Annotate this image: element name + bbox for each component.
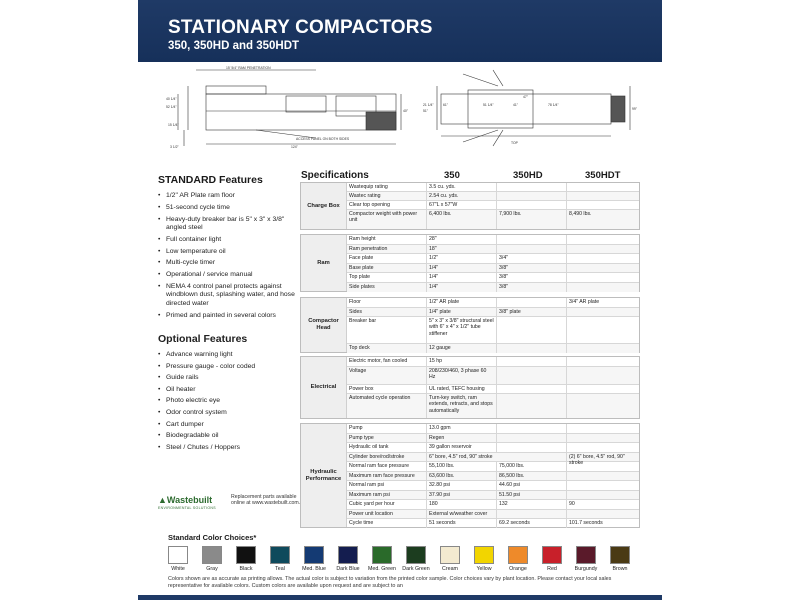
cell: Ram height <box>347 235 427 244</box>
color-swatches <box>168 546 648 574</box>
cell <box>567 443 641 452</box>
list-item: • Pressure gauge - color coded <box>158 363 298 371</box>
cell <box>497 245 567 254</box>
table-row <box>347 308 639 318</box>
list-item: • Photo electric eye <box>158 397 298 405</box>
cell: Maximum ram face pressure <box>347 472 427 481</box>
logo-icon: ▲ <box>158 495 167 505</box>
cell: 132 <box>497 500 567 509</box>
cell: Pump <box>347 424 427 433</box>
cell <box>497 443 567 452</box>
cell: 32.80 psi <box>427 481 497 490</box>
cell: 6,400 lbs. <box>427 210 497 229</box>
cell: 51 seconds <box>427 519 497 528</box>
cell: 63,600 lbs. <box>427 472 497 481</box>
dim-label: 41" <box>513 103 518 107</box>
color-swatch-label: Orange <box>509 566 527 572</box>
cell: 1/4" <box>427 273 497 282</box>
list-item: • Biodegradable oil <box>158 432 298 440</box>
cell <box>567 273 641 282</box>
cell: 7,900 lbs. <box>497 210 567 229</box>
dim-label: 40" <box>403 109 408 113</box>
cell: 86,500 lbs. <box>497 472 567 481</box>
cell: 51.50 psi <box>497 491 567 500</box>
left-margin <box>0 0 138 600</box>
cell: 15 hp <box>427 357 497 366</box>
dim-label: 47" <box>523 95 528 99</box>
dim-label: ACCESS PANEL ON BOTH SIDES <box>296 137 350 141</box>
list-item: • Primed and painted in several colors <box>158 312 298 320</box>
table-row <box>347 245 639 255</box>
cell <box>567 192 641 200</box>
standard-features-title: STANDARD Features <box>158 174 263 186</box>
cell <box>497 192 567 200</box>
cell: 39 gallon reservoir <box>427 443 497 452</box>
cell: Cubic yard per hour <box>347 500 427 509</box>
cell <box>567 394 641 418</box>
color-swatch <box>542 546 562 564</box>
table-row <box>347 283 639 292</box>
cell: 1/2" <box>427 254 497 263</box>
cell: 12 gauge <box>427 344 497 353</box>
color-swatch-label: Brown <box>612 566 628 572</box>
cell <box>567 245 641 254</box>
cell: Floor <box>347 298 427 307</box>
color-choices-title: Standard Color Choices* <box>168 533 257 542</box>
cell: 3/4" AR plate <box>569 299 600 305</box>
cell <box>497 385 567 394</box>
list-item: • Advance warning light <box>158 351 298 359</box>
cell: 3/8" plate <box>497 308 567 317</box>
cell <box>567 434 641 443</box>
cell: 18" <box>427 245 497 254</box>
cell <box>567 385 641 394</box>
color-swatch-label: Teal <box>275 566 285 572</box>
cell: 1/4" <box>427 264 497 273</box>
table-row <box>347 344 639 353</box>
table-row <box>347 235 639 245</box>
dim-label: 15' 5/4" RAM PENETRATION <box>226 66 271 70</box>
cell <box>567 344 641 353</box>
cell <box>497 434 567 443</box>
cell: Turn-key switch, ram extends, retracts, and stops automatically <box>427 394 497 418</box>
table-row <box>347 394 639 418</box>
table-row <box>347 201 639 210</box>
top-view-drawing <box>423 66 648 152</box>
color-disclaimer: Colors shown are as accurate as printing allows. The actual color is subject to variation from the printed color sample. Color choices vary by plant location. Please contact your local sales representative for available colors. Custom colors are available upon request and are subject to an <box>168 576 612 589</box>
cell <box>567 254 641 263</box>
cell: Pump type <box>347 434 427 443</box>
standard-features <box>158 174 298 323</box>
logo-tagline: ENVIRONMENTAL SOLUTIONS <box>158 506 216 510</box>
cell: Cycle time <box>347 519 427 528</box>
dim-label: 40 1/4" <box>166 97 177 101</box>
dim-label: 3 1/2" <box>170 145 179 149</box>
cell <box>497 317 567 343</box>
cell: 180 <box>427 500 497 509</box>
cell <box>567 367 641 384</box>
spec-group-hydraulic <box>300 423 640 528</box>
right-margin <box>662 0 800 600</box>
wastebuilt-logo <box>158 495 212 505</box>
color-swatch <box>338 546 358 564</box>
dim-label: 52 1/4" <box>166 105 177 109</box>
spec-group-compactor-head <box>300 297 640 353</box>
cell: 2.54 cu. yds. <box>427 192 497 200</box>
cell: 55,100 lbs. <box>427 462 497 471</box>
cell: 3/4" <box>497 254 567 263</box>
table-row <box>347 491 639 501</box>
cell <box>567 183 641 191</box>
cell <box>497 201 567 209</box>
table-row <box>347 519 639 528</box>
cell: Top deck <box>347 344 427 353</box>
cell: 3/8" <box>497 273 567 282</box>
color-swatch-label: White <box>171 566 185 572</box>
cell: Normal ram psi <box>347 481 427 490</box>
cell <box>497 235 567 244</box>
table-row <box>347 210 639 229</box>
replacement-parts-note: Replacement parts available online at www.wastebuilt.com. <box>231 494 301 507</box>
group-label: Ram <box>301 235 347 291</box>
color-swatch <box>610 546 630 564</box>
dim-label: TOP <box>511 141 518 145</box>
cell <box>567 264 641 273</box>
side-elevation-svg <box>166 66 416 152</box>
table-row <box>347 462 639 472</box>
color-swatch <box>304 546 324 564</box>
dim-label: 51" <box>423 109 428 113</box>
cell: 28" <box>427 235 497 244</box>
table-row <box>347 367 639 385</box>
cell: 3/8" <box>497 283 567 292</box>
color-swatch <box>270 546 290 564</box>
table-row <box>347 500 639 510</box>
cell <box>567 357 641 366</box>
color-swatch-label: Med. Blue <box>302 566 326 572</box>
color-swatch-label: Cream <box>442 566 458 572</box>
color-swatch-label: Gray <box>206 566 218 572</box>
page-title: STATIONARY COMPACTORS <box>168 17 433 38</box>
cell: Hydraulic oil tank <box>347 443 427 452</box>
cell: 1/2" AR plate <box>427 298 497 307</box>
table-row <box>347 385 639 395</box>
cell <box>567 283 641 292</box>
color-swatch-label: Dark Green <box>402 566 430 572</box>
list-item: • Operational / service manual <box>158 271 298 279</box>
cell: Power unit location <box>347 510 427 519</box>
cell: Cylinder bore/rod/stroke <box>347 453 427 462</box>
optional-features-list <box>158 351 298 452</box>
page-subtitle: 350, 350HD and 350HDT <box>168 40 300 52</box>
cell: Face plate <box>347 254 427 263</box>
col-header-350: 350 <box>444 170 460 181</box>
cell <box>497 298 567 307</box>
cell: Top plate <box>347 273 427 282</box>
list-item: • Multi-cycle timer <box>158 259 298 267</box>
table-row <box>347 298 639 308</box>
list-item: • NEMA 4 control panel protects against windblown dust, splashing water, and hose directed water <box>158 283 298 308</box>
cell: External w/weather cover <box>427 510 497 519</box>
table-row <box>347 481 639 491</box>
color-swatch <box>440 546 460 564</box>
cell: 101.7 seconds <box>569 520 603 526</box>
cell <box>497 367 567 384</box>
table-row <box>347 273 639 283</box>
cell: Compactor weight with power unit <box>347 210 427 229</box>
top-view-svg <box>423 66 648 152</box>
list-item: • Steel / Chutes / Hoppers <box>158 444 298 452</box>
color-swatch-label: Yellow <box>476 566 492 572</box>
cell: Regen <box>427 434 497 443</box>
cell <box>497 510 567 519</box>
cell: 1/4" <box>427 283 497 292</box>
table-row <box>347 424 639 434</box>
logo-name: Wastebuilt <box>166 495 213 505</box>
color-swatch-label: Med. Green <box>368 566 396 572</box>
dim-label: 21 1/4" <box>423 103 434 107</box>
table-row <box>347 183 639 192</box>
cell: (2) 6" bore, 4.5" rod, 90" stroke <box>569 453 625 466</box>
table-row <box>347 510 639 520</box>
cell <box>567 317 641 343</box>
table-row <box>347 264 639 274</box>
cell <box>497 344 567 353</box>
cell: Base plate <box>347 264 427 273</box>
cell: Sides <box>347 308 427 317</box>
list-item: • Guide rails <box>158 374 298 382</box>
color-swatch-label: Burgundy <box>574 566 598 572</box>
cell: 13.0 gpm <box>427 424 497 433</box>
cell: Electric motor, fan cooled <box>347 357 427 366</box>
cell: 8,490 lbs. <box>569 211 592 217</box>
list-item: • Low temperature oil <box>158 248 298 256</box>
dim-label: 99" <box>632 107 637 111</box>
cell: 90 <box>569 501 575 507</box>
cell: 75,000 lbs. <box>497 462 567 471</box>
table-row <box>347 357 639 367</box>
cell <box>567 491 641 500</box>
cell: Wastequip rating <box>347 183 427 191</box>
table-row <box>347 317 639 344</box>
footer-bar <box>138 595 662 600</box>
spec-group-electrical <box>300 356 640 419</box>
header-banner <box>138 0 662 62</box>
color-swatch <box>236 546 256 564</box>
optional-features-title: Optional Features <box>158 333 248 345</box>
dim-label: 124" <box>291 145 298 149</box>
dim-label: 51 1/4" <box>483 103 494 107</box>
table-row <box>347 254 639 264</box>
cell: 1/4" plate <box>427 308 497 317</box>
cell: Power box <box>347 385 427 394</box>
cell <box>567 201 641 209</box>
table-row <box>347 192 639 201</box>
group-label: Compactor Head <box>301 298 347 352</box>
table-row <box>347 472 639 482</box>
cell: Side plates <box>347 283 427 292</box>
cell <box>567 424 641 433</box>
cell: UL rated, TEFC housing <box>427 385 497 394</box>
cell <box>567 235 641 244</box>
color-swatch <box>372 546 392 564</box>
list-item: • Heavy-duty breaker bar is 5" x 3" x 3/8" angled steel <box>158 216 298 233</box>
list-item: • Full container light <box>158 236 298 244</box>
table-row <box>347 443 639 453</box>
list-item: • Cart dumper <box>158 421 298 429</box>
cell <box>567 462 641 471</box>
color-swatch <box>168 546 188 564</box>
spec-title: Specifications <box>301 170 369 181</box>
cell: 69.2 seconds <box>497 519 567 528</box>
spec-sheet <box>138 0 662 600</box>
cell: Maximum ram psi <box>347 491 427 500</box>
cell <box>567 481 641 490</box>
cell: 44.60 psi <box>497 481 567 490</box>
group-label: Hydraulic Performance <box>301 424 347 527</box>
cell: 6" bore, 4.5" rod, 90" stroke <box>427 453 567 462</box>
optional-features <box>158 333 298 455</box>
cell <box>567 308 641 317</box>
cell: Voltage <box>347 367 427 384</box>
color-swatch-label: Dark Blue <box>336 566 360 572</box>
col-header-350hdt: 350HDT <box>585 170 621 181</box>
spec-header <box>301 170 641 182</box>
cell: 208/230/460, 3 phase 60 Hz <box>427 367 497 384</box>
dim-label: 61" <box>443 103 448 107</box>
cell: Wastec rating <box>347 192 427 200</box>
color-swatch-label: Black <box>239 566 253 572</box>
color-swatch <box>406 546 426 564</box>
cell: 3.5 cu. yds. <box>427 183 497 191</box>
col-header-350hd: 350HD <box>513 170 543 181</box>
color-swatch <box>474 546 494 564</box>
cell: 37.90 psi <box>427 491 497 500</box>
side-elevation-drawing <box>166 66 416 152</box>
cell <box>497 394 567 418</box>
list-item: • 51-second cycle time <box>158 204 298 212</box>
list-item: • 1/2" AR Plate ram floor <box>158 192 298 200</box>
cell: Clear top opening <box>347 201 427 209</box>
dim-label: 15 1/4" <box>168 123 179 127</box>
cell: Ram penetration <box>347 245 427 254</box>
cell: Breaker bar <box>347 317 427 343</box>
cell <box>497 183 567 191</box>
spec-group-charge-box <box>300 182 640 230</box>
color-swatch <box>202 546 222 564</box>
spec-group-ram <box>300 234 640 292</box>
cell <box>497 424 567 433</box>
group-label: Charge Box <box>301 183 347 229</box>
group-label: Electrical <box>301 357 347 418</box>
color-swatch <box>508 546 528 564</box>
dim-label: 78 1/4" <box>548 103 559 107</box>
wastebuilt-logo-block <box>158 494 318 518</box>
table-row <box>347 434 639 444</box>
cell: Normal ram face pressure <box>347 462 427 471</box>
cell <box>497 357 567 366</box>
cell <box>567 510 641 519</box>
cell: 67"L x 57"W <box>427 201 497 209</box>
list-item: • Oil heater <box>158 386 298 394</box>
color-swatch <box>576 546 596 564</box>
cell <box>567 472 641 481</box>
color-swatch-label: Red <box>547 566 557 572</box>
standard-features-list <box>158 192 298 320</box>
cell: 3/8" <box>497 264 567 273</box>
cell: 5" x 3" x 3/8" structural steel with 6" x 4" x 1/2" tube stiffener <box>427 317 497 343</box>
cell: Automated cycle operation <box>347 394 427 418</box>
list-item: • Odor control system <box>158 409 298 417</box>
